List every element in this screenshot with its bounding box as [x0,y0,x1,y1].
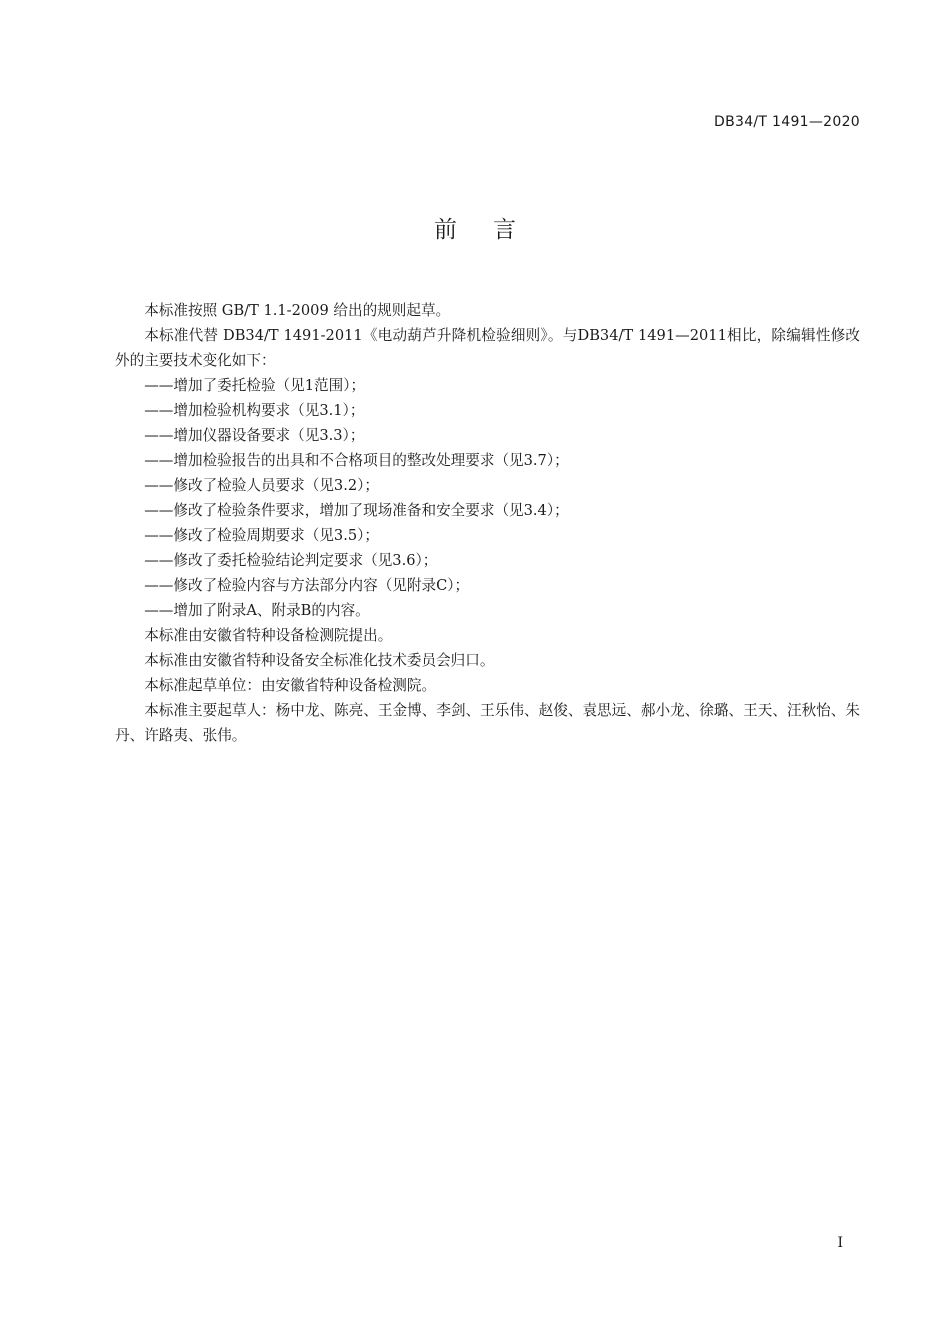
list-item: ——修改了委托检验结论判定要求（见3.6）； [144,552,438,569]
list-item: ——增加仪器设备要求（见3.3）； [144,427,365,444]
paragraph-proposed-by: 本标准由安徽省特种设备检测院提出。 [144,627,393,644]
list-item: ——修改了检验人员要求（见3.2）； [144,477,380,494]
changes-list [115,373,860,623]
paragraph-drafters: 本标准主要起草人：杨中龙、陈亮、王金博、李剑、王乐伟、赵俊、袁思远、郝小龙、徐璐、王天、汪秋怡、朱丹、许路夷、张伟。 [115,702,860,744]
list-item: ——修改了检验周期要求（见3.5）； [144,527,380,544]
paragraph-drafting-unit: 本标准起草单位：由安徽省特种设备检测院。 [144,677,437,694]
foreword-body [115,298,860,748]
list-item: ——增加了附录A、附录B的内容。 [144,602,370,619]
paragraph-replacement: 本标准代替 DB34/T 1491-2011《电动葫芦升降机检验细则》。与DB34/T 1491—2011相比，除编辑性修改外的主要技术变化如下： [115,327,860,369]
page-number: I [837,1235,843,1251]
list-item: ——修改了检验条件要求，增加了现场准备和安全要求（见3.4）； [144,502,569,519]
paragraph-managed-by: 本标准由安徽省特种设备安全标准化技术委员会归口。 [144,652,495,669]
paragraph-drafting-rules: 本标准按照 GB/T 1.1-2009 给出的规则起草。 [144,302,451,319]
list-item: ——修改了检验内容与方法部分内容（见附录C）； [144,577,470,594]
standard-code: DB34/T 1491—2020 [714,114,860,130]
page-title: 前言 [434,217,552,243]
list-item: ——增加检验报告的出具和不合格项目的整改处理要求（见3.7）； [144,452,569,469]
list-item: ——增加检验机构要求（见3.1）； [144,402,365,419]
list-item: ——增加了委托检验（见1范围）； [144,377,366,394]
